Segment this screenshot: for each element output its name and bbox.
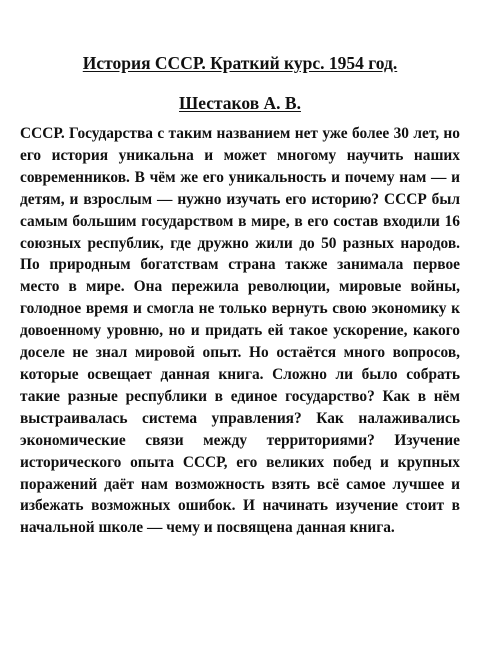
document-title: История СССР. Краткий курс. 1954 год. bbox=[82, 53, 398, 73]
document-body-paragraph: СССР. Государства с таким названием нет уже более 30 лет, но его история уникальна и может многому научить наших современников. В чём же его уникальность и почему нам — и детям, и взрослым — нужно изучать его историю? СССР был самым большим государством в мире, в его состав входили 16 союзных республик, где дружно жили до 50 разных народов. По природным богатствам страна также занимала первое место в мире. Она пережила революции, мировые войны, голодное время и смогла не только вернуть свою экономику к довоенному уровню, но и придать ей такое ускорение, какого доселе не знал мировой опыт. Но остаётся много вопросов, которые освещает данная книга. Сложно ли было собрать такие разные республики в единое государство? Как в нём выстраивалась система управления? Как налаживались экономические связи между территориями? Изучение исторического опыта СССР, его великих побед и крупных поражений даёт нам возможность взять всё самое лучшее и избежать возможных ошибок. И начинать изучение стоит в начальной школе — чему и посвящена данная книга. bbox=[20, 125, 460, 537]
document-author: Шестаков А. В. bbox=[179, 93, 301, 113]
